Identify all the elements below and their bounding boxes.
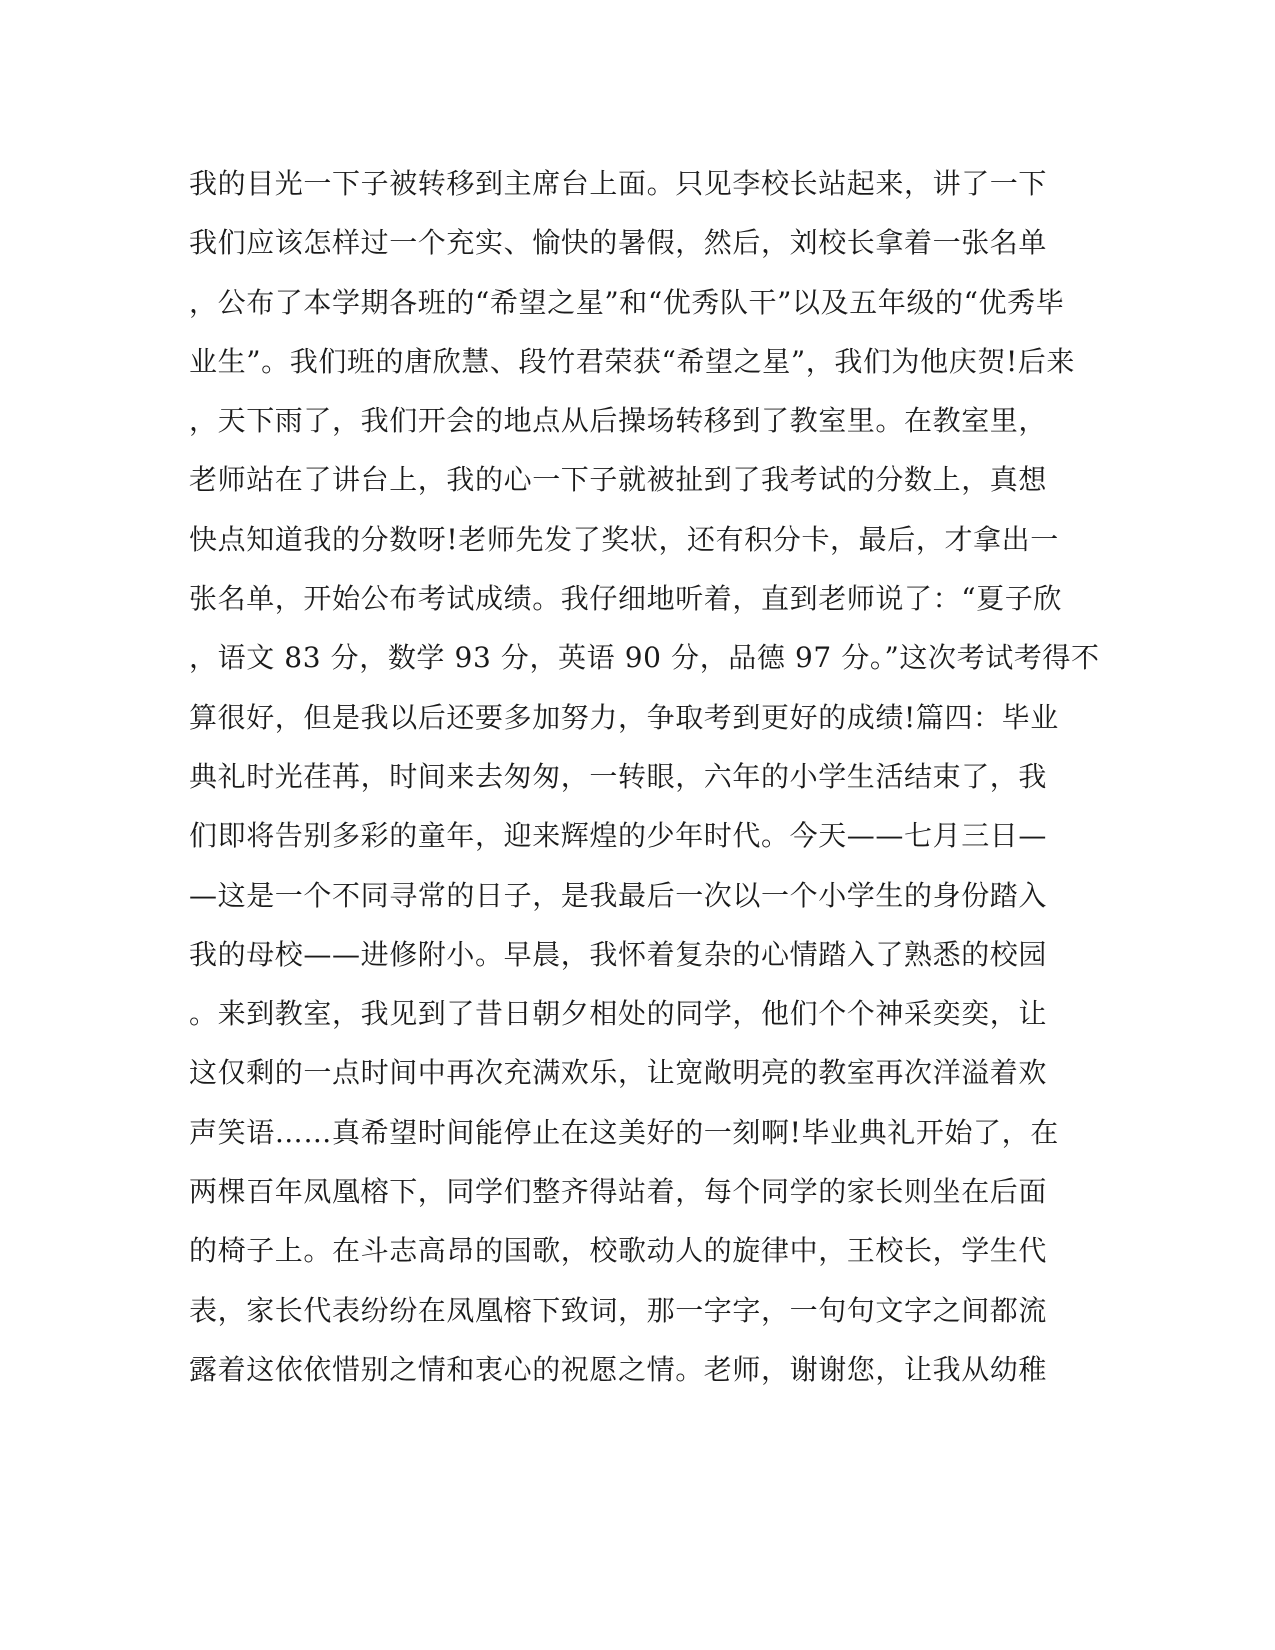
text-line: 们即将告别多彩的童年，迎来辉煌的少年时代。今天——七月三日— [189,819,1048,853]
text-line: 。来到教室，我见到了昔日朝夕相处的同学，他们个个神采奕奕，让 [189,997,1048,1031]
text-line: 这仅剩的一点时间中再次充满欢乐，让宽敞明亮的教室再次洋溢着欢 [189,1056,1048,1090]
text-line: 露着这依依惜别之情和衷心的祝愿之情。老师，谢谢您，让我从幼稚 [189,1352,1048,1386]
text-line: 我的目光一下子被转移到主席台上面。只见李校长站起来，讲了一下 [189,167,1048,200]
text-line: 老师站在了讲台上，我的心一下子就被扯到了我考试的分数上，真想 [189,463,1048,497]
text-line: 两棵百年凤凰榕下，同学们整齐得站着，每个同学的家长则坐在后面 [189,1175,1048,1209]
text-line: 的椅子上。在斗志高昂的国歌，校歌动人的旋律中，王校长，学生代 [189,1234,1048,1268]
text-line: 声笑语……真希望时间能停止在这美好的一刻啊!毕业典礼开始了，在 [189,1115,1059,1149]
text-line: 表，家长代表纷纷在凤凰榕下致词，那一字字，一句句文字之间都流 [189,1293,1048,1327]
text-line: 典礼时光荏苒，时间来去匆匆，一转眼，六年的小学生活结束了，我 [189,759,1048,793]
body-text [189,164,1100,1409]
text-line: ，语文 83 分，数学 93 分，英语 90 分，品德 97 分。”这次考试考得不 [189,641,1100,675]
text-line: 我的母校——进修附小。早晨，我怀着复杂的心情踏入了熟悉的校园 [189,937,1048,971]
text-line: 算很好，但是我以后还要多加努力，争取考到更好的成绩!篇四：毕业 [189,700,1059,734]
text-line: —这是一个不同寻常的日子，是我最后一次以一个小学生的身份踏入 [189,878,1048,912]
text-line: 张名单，开始公布考试成绩。我仔细地听着，直到老师说了：“夏子欣 [189,582,1062,616]
text-line: 业生”。我们班的唐欣慧、段竹君荣获“希望之星”，我们为他庆贺!后来 [189,344,1075,378]
text-line: 快点知道我的分数呀!老师先发了奖状，还有积分卡，最后，才拿出一 [189,522,1059,556]
text-line: ，天下雨了，我们开会的地点从后操场转移到了教室里。在教室里， [189,404,1048,438]
text-line: ，公布了本学期各班的“希望之星”和“优秀队干”以及五年级的“优秀毕 [189,285,1065,319]
text-line: 我们应该怎样过一个充实、愉快的暑假，然后，刘校长拿着一张名单 [189,226,1048,260]
